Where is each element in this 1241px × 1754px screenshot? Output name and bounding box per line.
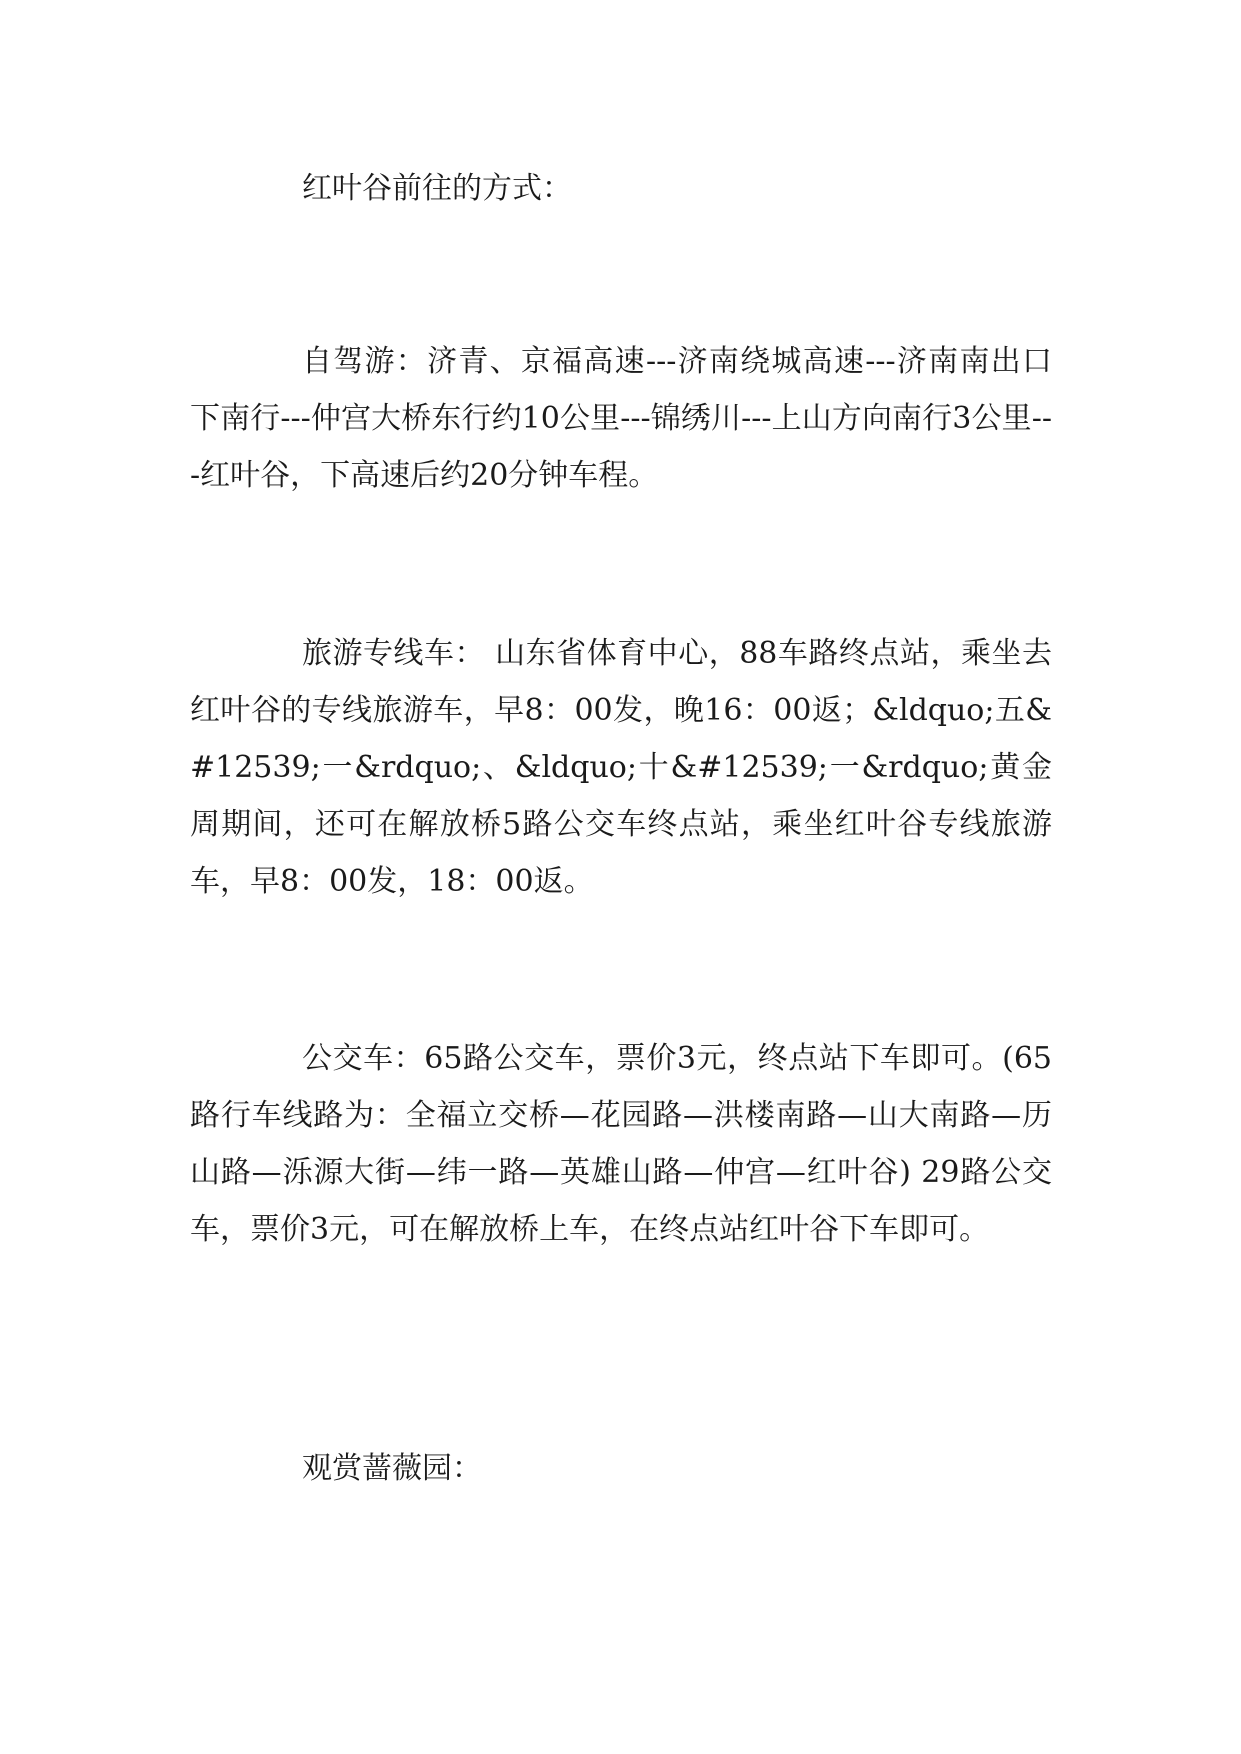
- heading-rose-garden: 观赏蔷薇园：: [302, 1451, 482, 1486]
- paragraph-tour-bus: 旅游专线车： 山东省体育中心，88车路终点站，乘坐去红叶谷的专线旅游车，早8：00发，晚16：00返；&ldquo;五&#12539;一&rdquo;、&ldquo;十&#12539;一&rdquo;黄金周期间，还可在解放桥5路公交车终点站，乘坐红叶谷专线旅游车，早8：00发，18：00返。: [190, 636, 1052, 899]
- paragraph-self-drive: 自驾游：济青、京福高速---济南绕城高速---济南南出口下南行---仲宫大桥东行约10公里---锦绣川---上山方向南行3公里---红叶谷，下高速后约20分钟车程。: [190, 344, 1052, 493]
- paragraph-public-bus: 公交车：65路公交车，票价3元，终点站下车即可。(65路行车线路为：全福立交桥—花园路—洪楼南路—山大南路—历山路—泺源大街—纬一路—英雄山路—仲宫—红叶谷) 29路公交车，票价3元，可在解放桥上车，在终点站红叶谷下车即可。: [190, 1041, 1052, 1247]
- heading-how-to-get-there: 红叶谷前往的方式：: [302, 171, 572, 206]
